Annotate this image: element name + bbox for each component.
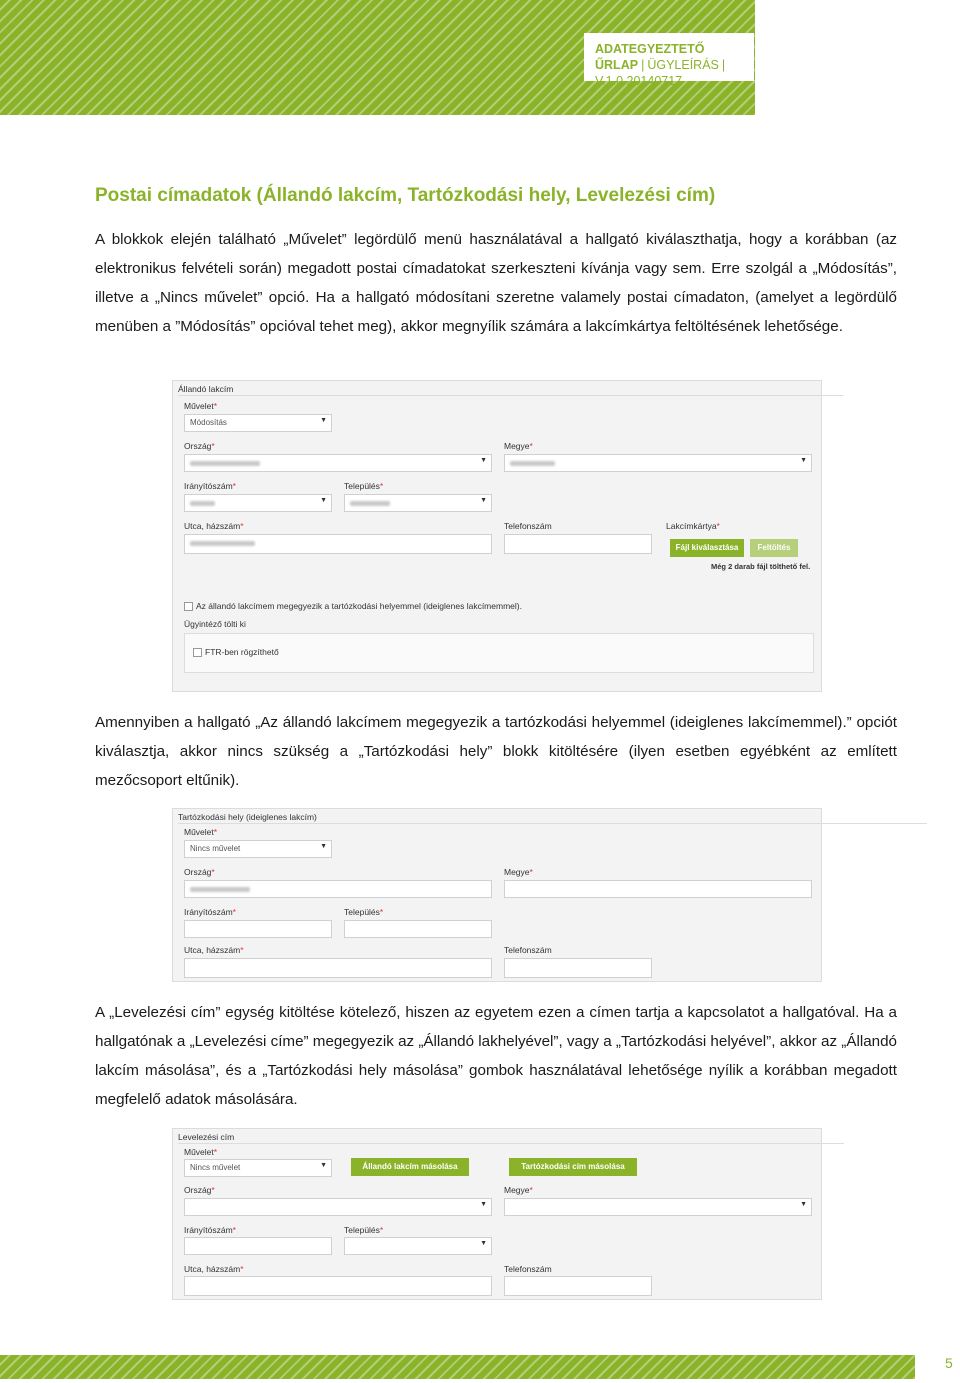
- orszag-select[interactable]: [184, 454, 492, 472]
- iranyitoszam-select[interactable]: [184, 1237, 332, 1255]
- chevron-down-icon: ▼: [800, 457, 807, 464]
- muvelet-selected-value: Nincs művelet: [190, 1163, 241, 1172]
- lakcimkartya-label: Lakcímkártya*: [666, 521, 720, 531]
- document-header: [584, 33, 754, 88]
- chevron-down-icon: ▼: [320, 1162, 327, 1169]
- muvelet-select[interactable]: [184, 1159, 332, 1177]
- header-title: ADATEGYEZTETŐ ŰRLAP: [595, 42, 705, 72]
- form-title: Levelezési cím: [178, 1132, 235, 1142]
- muvelet-select[interactable]: [184, 414, 332, 432]
- header-separator: |: [641, 58, 645, 72]
- muvelet-selected-value: Módosítás: [190, 418, 227, 427]
- telepules-select[interactable]: [344, 494, 492, 512]
- utca-input[interactable]: [184, 1276, 492, 1296]
- utca-label: Utca, házszám*: [184, 1264, 244, 1274]
- muvelet-selected-value: Nincs művelet: [190, 844, 241, 853]
- blurred-value: [350, 501, 390, 506]
- copy-temporary-address-button[interactable]: Tartózkodási cím másolása: [509, 1158, 637, 1176]
- footer-stripe-band: [0, 1355, 915, 1379]
- section-title: Postai címadatok (Állandó lakcím, Tartózkodási hely, Levelezési cím): [95, 185, 716, 206]
- ftr-label: FTR-ben rögzíthető: [205, 647, 279, 657]
- telefon-label: Telefonszám: [504, 945, 552, 955]
- copy-permanent-address-button[interactable]: Állandó lakcím másolása: [351, 1158, 469, 1176]
- same-address-checkbox[interactable]: [184, 602, 193, 611]
- blurred-value: [510, 461, 555, 466]
- blurred-value: [190, 461, 260, 466]
- chevron-down-icon: ▼: [320, 497, 327, 504]
- paragraph-2: Amennyiben a hallgató „Az állandó lakcímem megegyezik a tartózkodási helyemmel (ideiglenes lakcímemmel).” opciót kiválasztja, akkor nincs szükség a „Tartózkodási hely” blokk kitöltésére (ilyen esetben egyébként az említett mezőcsoport eltűnik).: [95, 714, 897, 789]
- megye-label: Megye*: [504, 1185, 533, 1195]
- header-separator-2: |: [721, 58, 726, 72]
- telepules-select[interactable]: [344, 920, 492, 938]
- telepules-select[interactable]: [344, 1237, 492, 1255]
- telepules-label: Település*: [344, 481, 384, 491]
- orszag-select[interactable]: [184, 1198, 492, 1216]
- iranyitoszam-label: Irányítószám*: [184, 907, 236, 917]
- megye-label: Megye*: [504, 441, 533, 451]
- utca-input[interactable]: [184, 958, 492, 978]
- iranyitoszam-select[interactable]: [184, 920, 332, 938]
- chevron-down-icon: ▼: [480, 497, 487, 504]
- ftr-checkbox[interactable]: [193, 648, 202, 657]
- iranyitoszam-label: Irányítószám*: [184, 481, 236, 491]
- megye-label: Megye*: [504, 867, 533, 877]
- header-version: V.1.0.20140717: [595, 74, 683, 88]
- chevron-down-icon: ▼: [480, 1240, 487, 1247]
- paragraph-3: A „Levelezési cím” egység kitöltése kötelező, hiszen az egyetem ezen a címen tartja a kapcsolatot a hallgatóval. Ha a hallgatónak a „Levelezési címe” megegyezik az „Állandó lakhelyével”, vagy a „Tartózkodási helyével”, akkor az „Állandó lakcím másolása”, és a „Tartózkodási hely másolása” gombok használatával lehetősége nyílik a korábban megadott megfelelő adatok másolására.: [95, 1004, 897, 1108]
- form-mailing-address: [172, 1128, 822, 1300]
- orszag-label: Ország*: [184, 867, 215, 877]
- blurred-value: [190, 887, 250, 892]
- same-address-label: Az állandó lakcímem megegyezik a tartózkodási helyemmel (ideiglenes lakcímemmel).: [196, 601, 522, 611]
- blurred-value: [190, 541, 255, 546]
- ugyintezo-label: Ügyintéző tölti ki: [184, 619, 246, 629]
- chevron-down-icon: ▼: [320, 417, 327, 424]
- telefon-label: Telefonszám: [504, 521, 552, 531]
- telepules-label: Település*: [344, 1225, 384, 1235]
- chevron-down-icon: ▼: [800, 1201, 807, 1208]
- form-title: Tartózkodási hely (ideiglenes lakcím): [178, 812, 317, 822]
- telepules-label: Település*: [344, 907, 384, 917]
- orszag-select[interactable]: [184, 880, 492, 898]
- orszag-label: Ország*: [184, 441, 215, 451]
- form-title: Állandó lakcím: [178, 384, 234, 394]
- file-select-button[interactable]: Fájl kiválasztása: [670, 539, 744, 557]
- telefon-input[interactable]: [504, 534, 652, 554]
- upload-note: Még 2 darab fájl tölthető fel.: [711, 562, 811, 571]
- blurred-value: [190, 501, 215, 506]
- form-permanent-address: [172, 380, 822, 692]
- iranyitoszam-select[interactable]: [184, 494, 332, 512]
- admin-panel: [184, 633, 814, 673]
- iranyitoszam-label: Irányítószám*: [184, 1225, 236, 1235]
- chevron-down-icon: ▼: [320, 843, 327, 850]
- megye-select[interactable]: [504, 1198, 812, 1216]
- muvelet-label: Művelet*: [184, 1147, 218, 1157]
- chevron-down-icon: ▼: [480, 457, 487, 464]
- muvelet-label: Művelet*: [184, 401, 218, 411]
- megye-select[interactable]: [504, 454, 812, 472]
- form-temporary-address: [172, 808, 822, 982]
- utca-label: Utca, házszám*: [184, 521, 244, 531]
- chevron-down-icon: ▼: [480, 1201, 487, 1208]
- telefon-input[interactable]: [504, 1276, 652, 1296]
- megye-select[interactable]: [504, 880, 812, 898]
- upload-button[interactable]: Feltöltés: [750, 539, 798, 557]
- page-number: 5: [945, 1355, 953, 1371]
- utca-label: Utca, házszám*: [184, 945, 244, 955]
- muvelet-label: Művelet*: [184, 827, 218, 837]
- muvelet-select[interactable]: [184, 840, 332, 858]
- utca-input[interactable]: [184, 534, 492, 554]
- paragraph-1: A blokkok elején található „Művelet” legördülő menü használatával a hallgató kiválaszthatja, hogy a korábban (az elektronikus felvételi során) megadott postai címadatokat szerkeszteni kívánja vagy sem. Erre szolgál a „Módosítás”, illetve a „Nincs művelet” opció. Ha a hallgató módosítani szeretne valamely postai címadaton, (amelyet a legördülő menüben a ”Módosítás” opcióval tehet meg), akkor megnyílik számára a lakcímkártya feltöltésének lehetősége.: [95, 231, 897, 335]
- orszag-label: Ország*: [184, 1185, 215, 1195]
- header-subtitle: ÜGYLEÍRÁS: [647, 58, 719, 72]
- telefon-label: Telefonszám: [504, 1264, 552, 1274]
- telefon-input[interactable]: [504, 958, 652, 978]
